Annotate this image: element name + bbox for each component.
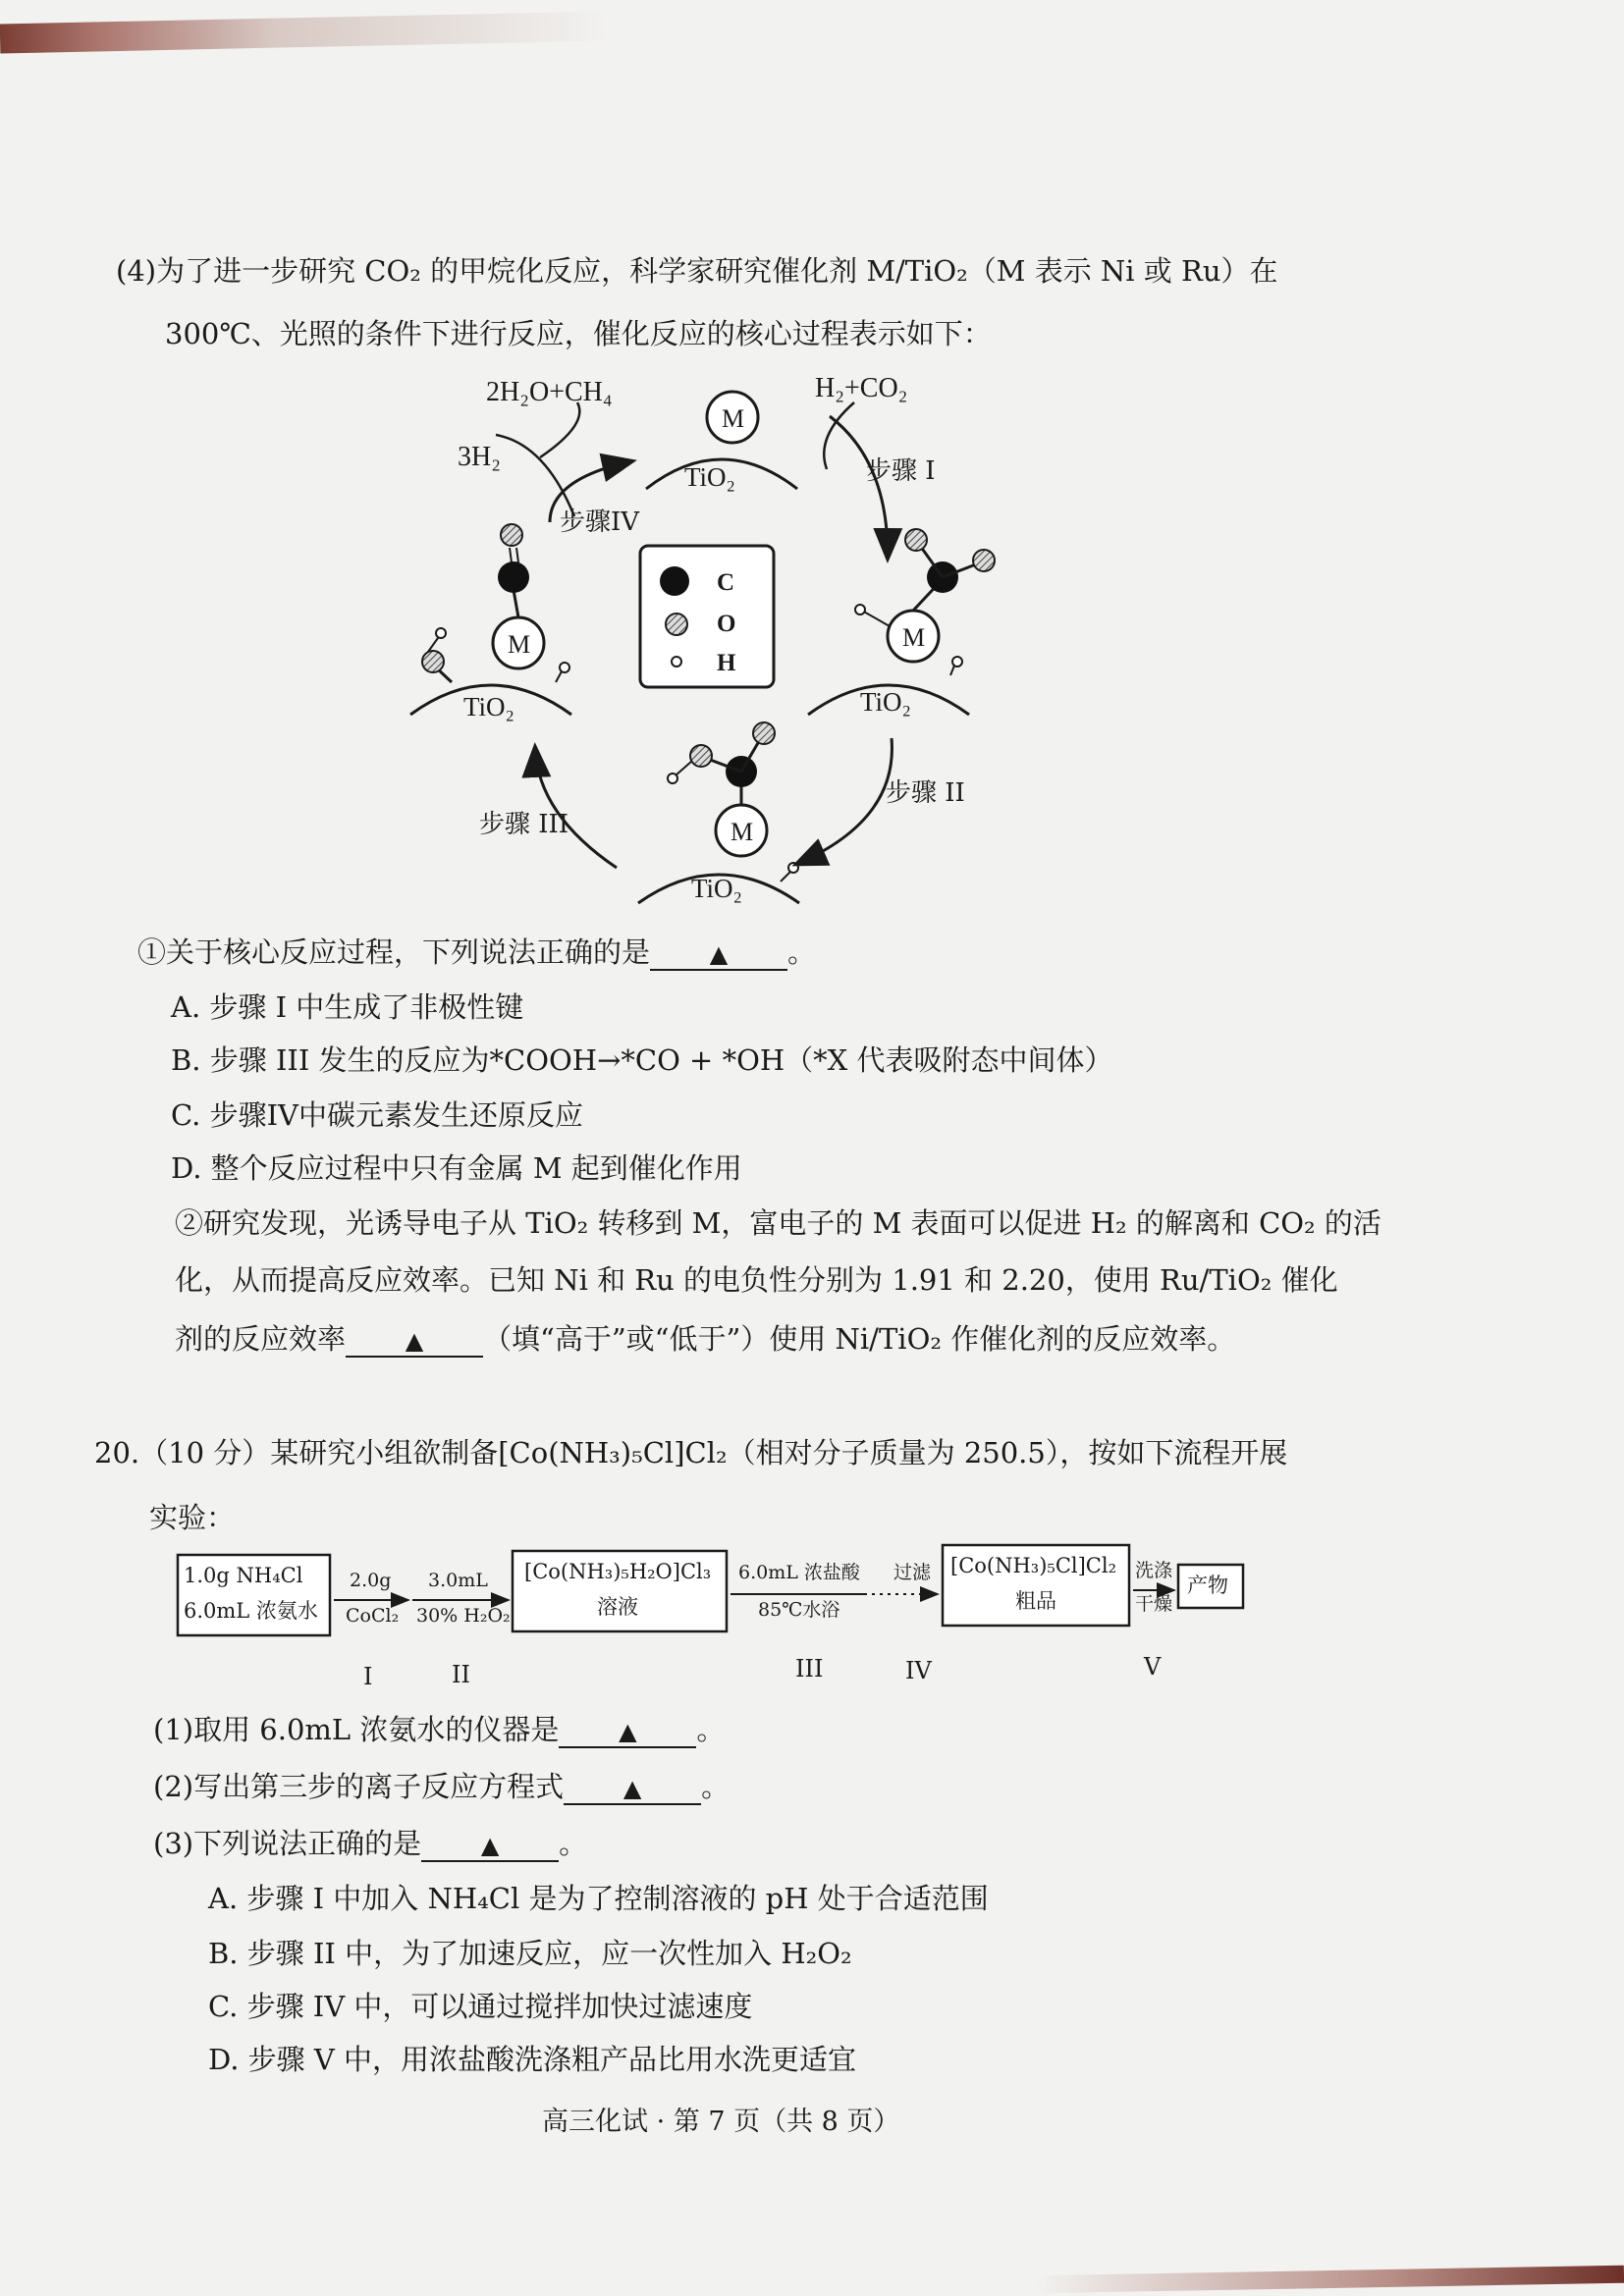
q20-part3-end: 。 [559,1827,588,1860]
q20-part1-text: (1)取用 6.0mL 浓氨水的仪器是 [153,1713,560,1746]
label-tio2-bottom: TiO₂ [691,874,742,903]
q20-line2: 实验： [149,1501,236,1534]
label-m-left: M [508,630,531,659]
flow-box2-l2: 溶液 [597,1595,638,1619]
q20-part3 [153,1826,587,1862]
q20-part2-text: (2)写出第三步的离子反应方程式 [153,1770,565,1803]
q20-option-a: A. 步骤 I 中加入 NH₄Cl 是为了控制溶液的 pH 处于合适范围 [208,1882,989,1915]
label-tio2-right: TiO₂ [860,687,911,717]
label-tio2-top: TiO₂ [684,462,735,492]
label-step1: 步骤 I [866,456,936,486]
q4-sub2-line3-a: 剂的反应效率 [175,1322,347,1356]
flow-box4: 产物 [1187,1574,1228,1597]
q20-part1 [153,1712,725,1748]
q4-sub2-line3-b: （填“高于”或“低于”）使用 Ni/TiO₂ 作催化剂的反应效率。 [483,1322,1236,1356]
q20-part2 [153,1769,730,1805]
q4-sub2-line1: ②研究发现，光诱导电子从 TiO₂ 转移到 M，富电子的 M 表面可以促进 H₂ 的解离和 CO₂ 的活 [175,1206,1381,1240]
label-step2: 步骤 II [886,778,965,808]
flow-box1-l2: 6.0mL 浓氨水 [184,1599,318,1623]
flow-arrow5-top: 洗涤 [1135,1560,1173,1581]
label-step4: 步骤IV [560,507,640,537]
page-footer: 高三化试 · 第 7 页（共 8 页） [542,2107,900,2137]
label-3h2: 3H₂ [458,442,501,472]
q20-part1-end: 。 [696,1713,726,1746]
flow-arrow5-bottom: 干燥 [1135,1593,1173,1615]
flow-arrow2-top: 3.0mL [428,1570,488,1591]
q4-sub1-option-d: D. 整个反应过程中只有金属 M 起到催化作用 [171,1151,742,1185]
q4-sub1-option-a: A. 步骤 I 中生成了非极性键 [171,990,524,1024]
legend-h: H [717,650,736,676]
label-step3: 步骤 III [479,810,569,839]
q4-sub1-option-c: C. 步骤IV中碳元素发生还原反应 [171,1098,583,1132]
flow-arrow3-top: 6.0mL 浓盐酸 [738,1562,860,1583]
label-m-top: M [722,404,745,433]
q4-sub1-stem-text: ①关于核心反应过程，下列说法正确的是 [137,935,651,969]
q20-part2-end: 。 [701,1770,731,1803]
legend-o: O [717,611,736,637]
q20-part3-text: (3)下列说法正确的是 [153,1827,422,1860]
flow-box3-l1: [Co(NH₃)₅Cl]Cl₂ [950,1554,1116,1577]
q20-option-b: B. 步骤 II 中，为了加速反应，应一次性加入 H₂O₂ [208,1937,852,1970]
step-label-4: IV [905,1657,932,1684]
q20-option-c: C. 步骤 IV 中，可以通过搅拌加快过滤速度 [208,1990,753,2023]
q20-option-d: D. 步骤 V 中，用浓盐酸洗涤粗产品比用水洗更适宜 [208,2043,857,2076]
answer-blank[interactable] [559,1715,696,1748]
blank-marker: ▲ [480,1832,500,1859]
label-2h2o-ch4: 2H₂O+CH₄ [486,377,613,407]
flow-arrow2-bottom: 30% H₂O₂ [416,1605,511,1627]
label-m-right: M [902,623,926,652]
q4-intro-line2: 300℃、光照的条件下进行反应，催化反应的核心过程表示如下： [165,317,992,350]
q4-sub1-option-b: B. 步骤 III 发生的反应为*COOH→*CO + *OH（*X 代表吸附态中间体） [171,1043,1113,1077]
blank-marker: ▲ [709,940,729,968]
flow-arrow4-top: 过滤 [893,1562,932,1583]
label-m-bottom: M [731,818,754,846]
step-label-3: III [795,1655,824,1682]
blank-marker: ▲ [623,1775,642,1802]
flow-box2-l1: [Co(NH₃)₅H₂O]Cl₃ [524,1560,712,1583]
step-label-1: I [363,1663,373,1690]
flow-box1-l1: 1.0g NH₄Cl [184,1564,303,1587]
label-tio2-left: TiO₂ [463,692,514,721]
answer-blank[interactable] [564,1772,701,1805]
step-label-2: II [452,1661,470,1688]
flow-box3-l2: 粗品 [1015,1589,1056,1613]
blank-marker: ▲ [619,1718,637,1745]
legend-c: C [717,569,735,596]
q4-sub1-end: 。 [787,935,817,969]
blank-marker: ▲ [405,1327,424,1355]
label-h2-co2: H₂+CO₂ [815,373,908,403]
step-label-5: V [1144,1653,1162,1681]
q20-line1: 20.（10 分）某研究小组欲制备[Co(NH₃)₅Cl]Cl₂（相对分子质量为 250.5），按如下流程开展 [94,1436,1288,1469]
flow-arrow1-top: 2.0g [350,1570,392,1591]
q4-sub2-line2: 化，从而提高反应效率。已知 Ni 和 Ru 的电负性分别为 1.91 和 2.20，使用 Ru/TiO₂ 催化 [175,1263,1338,1297]
answer-blank[interactable] [421,1829,559,1862]
flow-arrow1-bottom: CoCl₂ [346,1605,400,1627]
q4-intro-line1: (4)为了进一步研究 CO₂ 的甲烷化反应，科学家研究催化剂 M/TiO₂（M 表示 Ni 或 Ru）在 [116,254,1278,288]
flow-arrow3-bottom: 85℃水浴 [758,1599,840,1621]
